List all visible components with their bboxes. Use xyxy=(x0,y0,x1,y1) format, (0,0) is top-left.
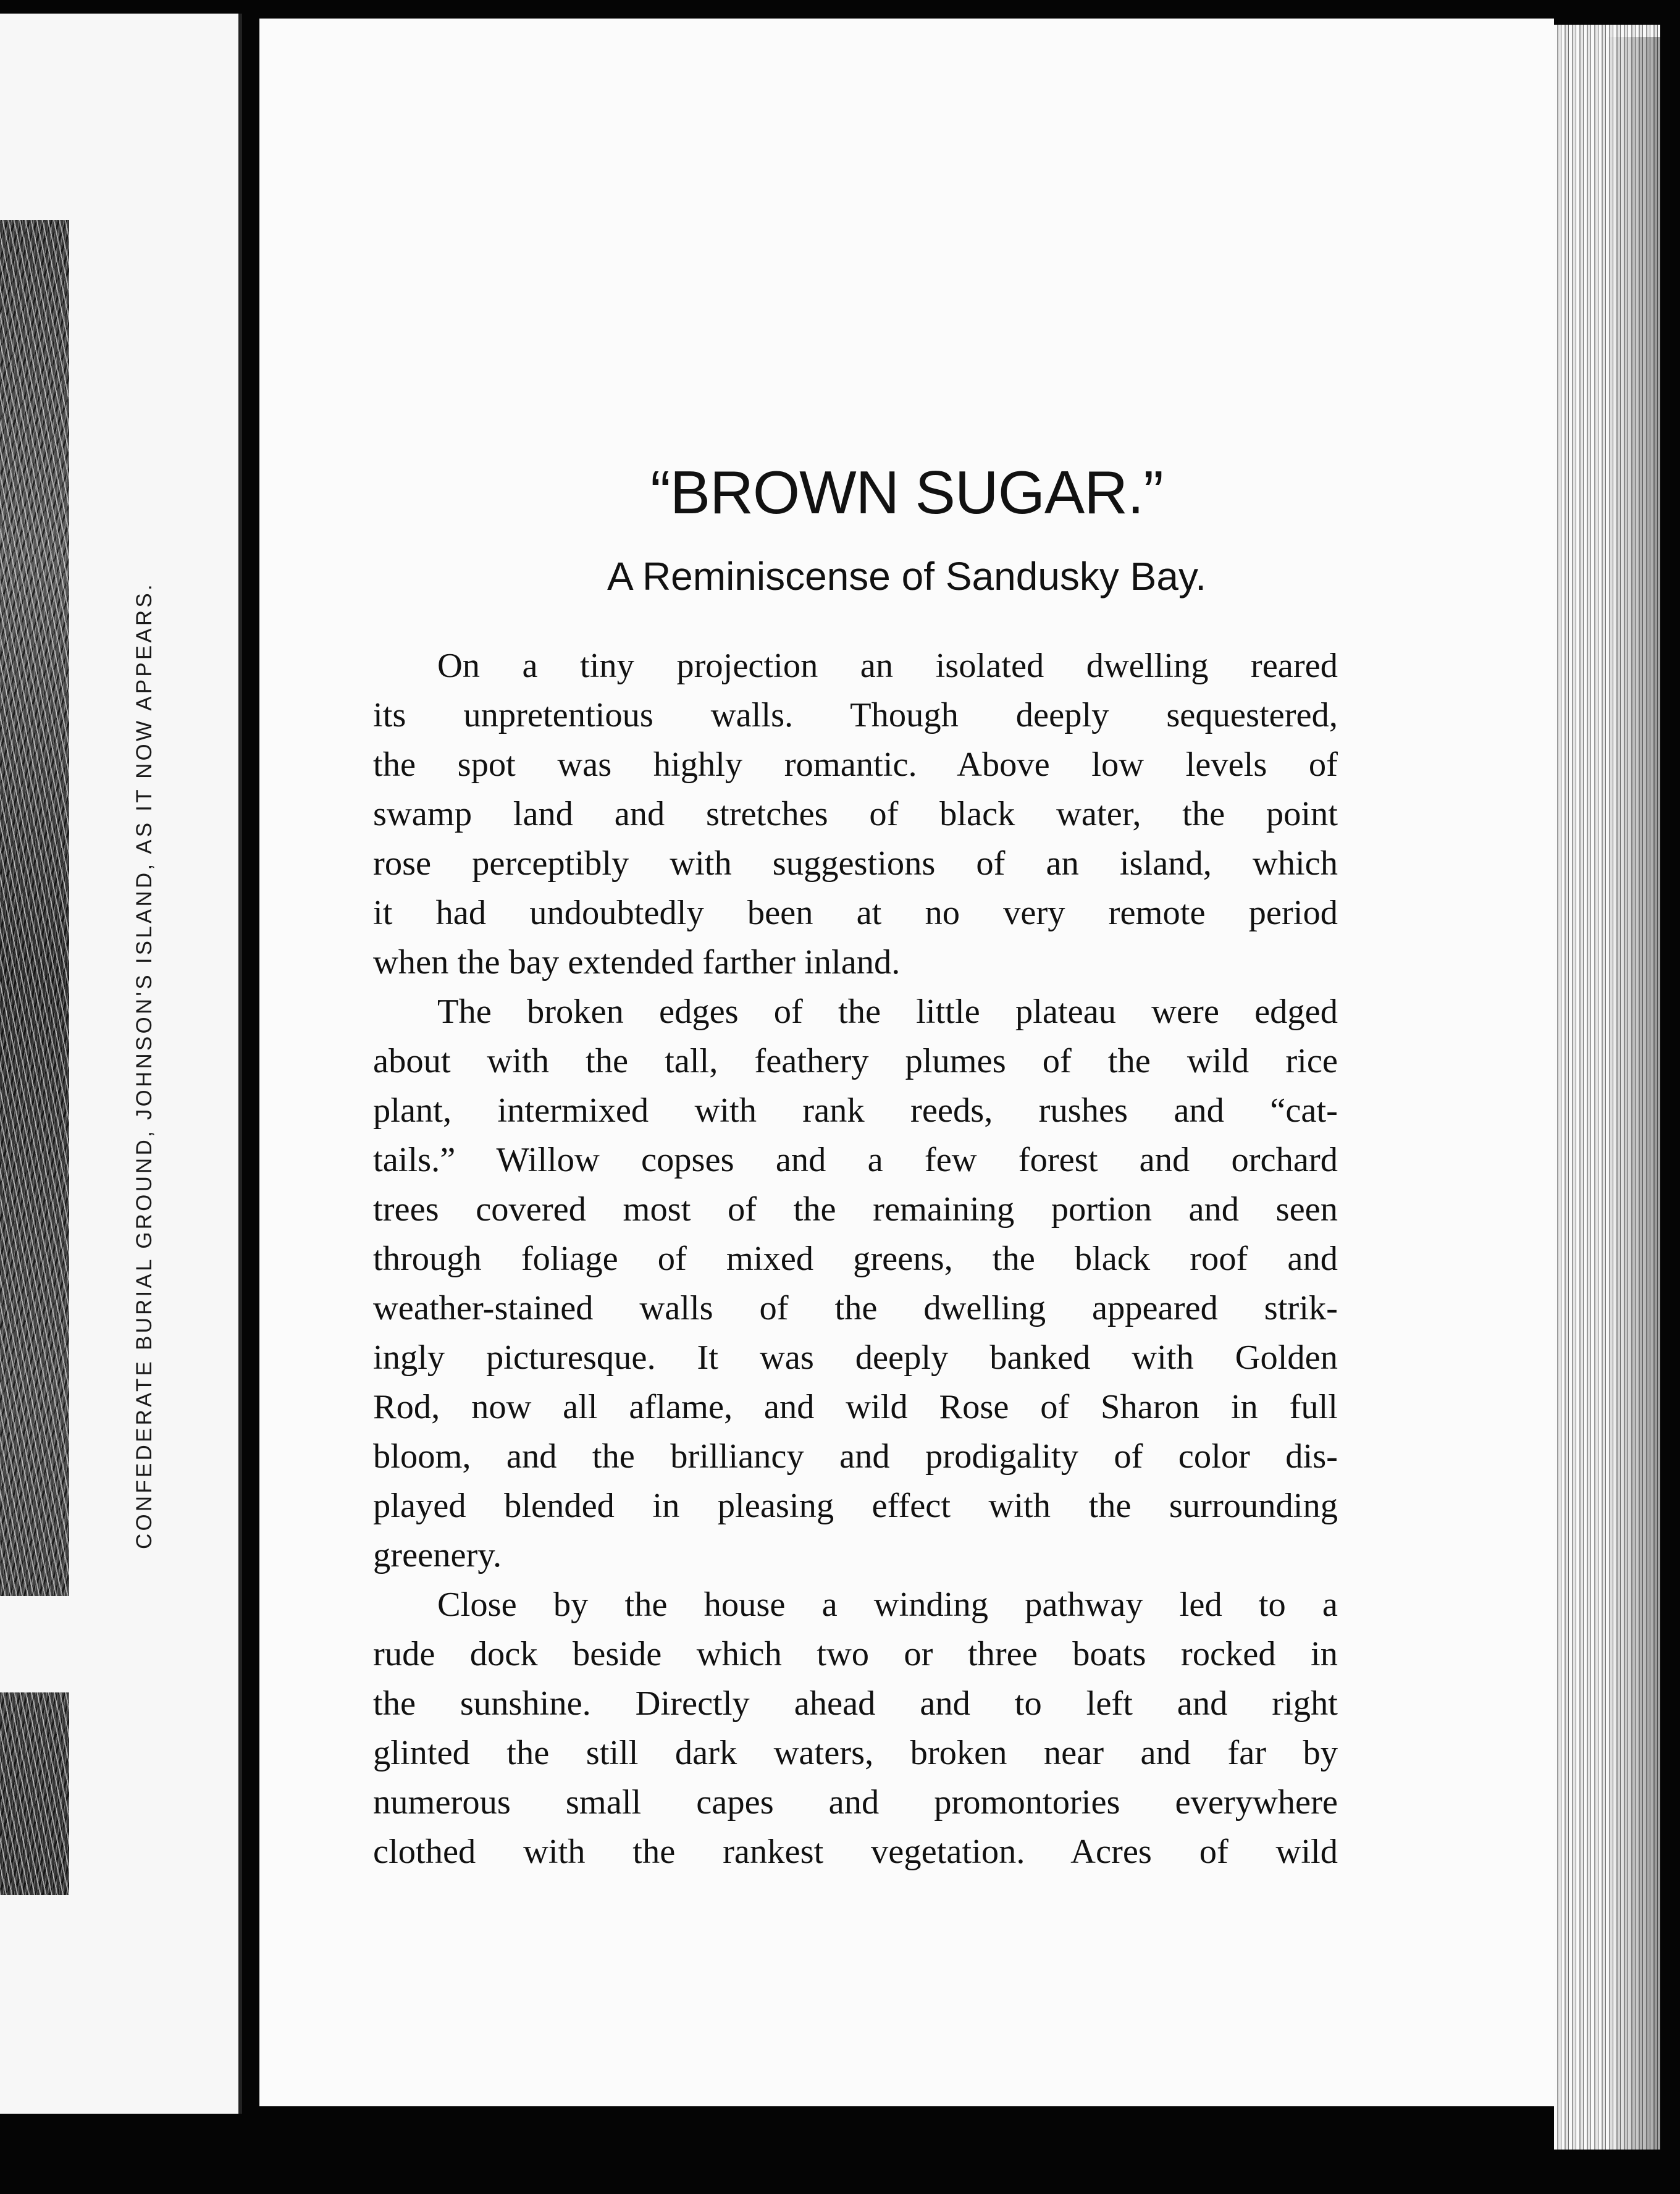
text-line: glinted the still dark waters, broken near and far by xyxy=(373,1734,1338,1772)
text-line: when the bay extended farther inland. xyxy=(373,943,901,981)
text-line: through foliage of mixed greens, the black roof and xyxy=(373,1240,1338,1278)
text-line: about with the tall, feathery plumes of the wild rice xyxy=(373,1042,1338,1080)
article-body xyxy=(373,641,1338,1877)
text-line: its unpretentious walls. Though deeply sequestered, xyxy=(373,696,1338,734)
text-line: it had undoubtedly been at no very remote period xyxy=(373,894,1338,932)
text-line: ingly picturesque. It was deeply banked with Golden xyxy=(373,1339,1338,1377)
text-line: clothed with the rankest vegetation. Acres of wild xyxy=(373,1833,1338,1871)
text-line: Close by the house a winding pathway led to a xyxy=(437,1586,1338,1624)
text-line: rude dock beside which two or three boats rocked in xyxy=(373,1635,1338,1673)
text-line: weather-stained walls of the dwelling appeared strik- xyxy=(373,1289,1338,1327)
text-line: Rod, now all aflame, and wild Rose of Sharon in full xyxy=(373,1388,1338,1426)
paragraph xyxy=(373,1580,1338,1877)
text-line: The broken edges of the little plateau were edged xyxy=(437,993,1338,1031)
text-line: bloom, and the brilliancy and prodigality of color dis- xyxy=(373,1437,1338,1476)
text-line: tails.” Willow copses and a few forest and orchard xyxy=(373,1141,1338,1179)
article-title: “BROWN SUGAR.” xyxy=(650,458,1163,526)
text-line: played blended in pleasing effect with the surrounding xyxy=(373,1487,1338,1525)
text-line: the spot was highly romantic. Above low levels of xyxy=(373,746,1338,784)
text-line: On a tiny projection an isolated dwelling reared xyxy=(437,647,1338,685)
text-line: numerous small capes and promontories everywhere xyxy=(373,1783,1338,1822)
paragraph xyxy=(373,987,1338,1580)
photograph-gap xyxy=(0,1596,69,1692)
text-line: trees covered most of the remaining portion and seen xyxy=(373,1190,1338,1229)
text-line: greenery. xyxy=(373,1536,502,1574)
paragraph xyxy=(373,641,1338,987)
article-subtitle: A Reminiscense of Sandusky Bay. xyxy=(607,554,1206,599)
page-edges-shadow xyxy=(1606,37,1660,2150)
text-line: rose perceptibly with suggestions of an island, which xyxy=(373,844,1338,883)
text-line: swamp land and stretches of black water, the point xyxy=(373,795,1338,833)
text-line: the sunshine. Directly ahead and to left and right xyxy=(373,1684,1338,1723)
text-line: plant, intermixed with rank reeds, rushes and “cat- xyxy=(373,1091,1338,1130)
photo-caption: CONFEDERATE BURIAL GROUND, JOHNSON'S ISLAND, AS IT NOW APPEARS. xyxy=(132,582,156,1549)
